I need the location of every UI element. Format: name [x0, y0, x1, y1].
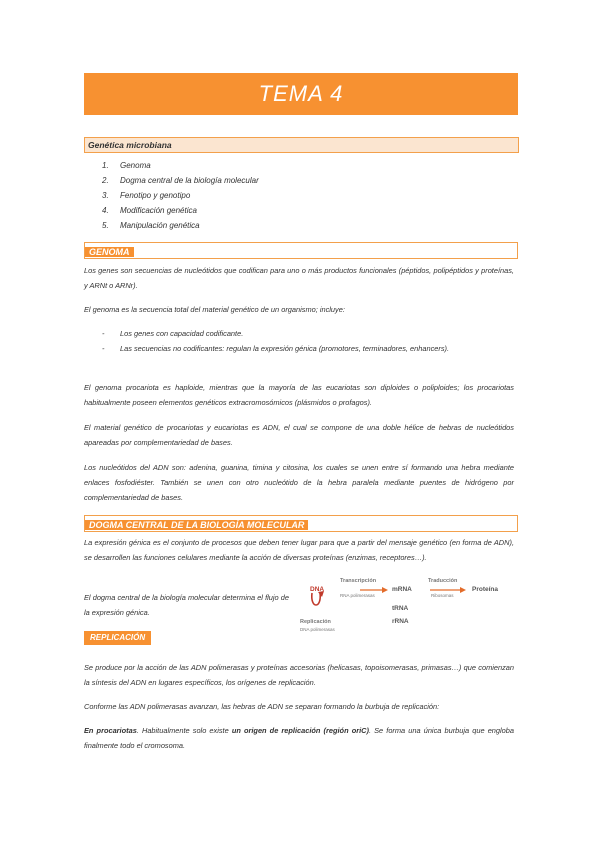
toc-item: 5. Manipulación genética	[102, 221, 200, 230]
central-dogma-diagram	[300, 575, 540, 640]
table-of-contents	[102, 160, 259, 235]
translation-arrowhead	[460, 587, 466, 593]
paragraph: Se produce por la acción de las ADN polimerasas y proteínas accesorias (helicasas, topoisomerasas, primasas…) que comienzan la síntesis del ADN en lugares específicos, los orígenes de replicación.	[84, 663, 514, 687]
section-genoma	[84, 242, 518, 259]
transcription-arrowhead	[382, 587, 388, 593]
section-heading: DOGMA CENTRAL DE LA BIOLOGÍA MOLECULAR	[85, 520, 308, 530]
list-item: - Los genes con capacidad codificante.	[102, 326, 512, 341]
diagram-arrows	[300, 575, 540, 640]
toc-item: 4. Modificación genética	[102, 206, 197, 215]
page-title: TEMA 4	[258, 81, 344, 106]
protein-label: Proteína	[472, 586, 499, 593]
section-heading: GENOMA	[85, 247, 134, 257]
paragraph: En procariotas. Habitualmente solo existe un origen de replicación (región oriC). Se forma una única burbuja que engloba finalmente todo el cromosoma.	[84, 726, 515, 750]
replication-loop	[312, 593, 320, 605]
transcription-label: Transcripción	[340, 578, 377, 584]
subject-heading: Genética microbiana	[84, 137, 519, 153]
paragraph: El dogma central de la biología molecular determina el flujo de la expresión génica.	[84, 593, 289, 617]
trna-label: tRNA	[392, 605, 409, 612]
paragraph: Los nucleótidos del ADN son: adenina, guanina, timina y citosina, los cuales se unen entre sí formando una hebra mediante enlaces fosfodiéster. También se unen con otro nucleótido de la hebra paralela mediante puentes de hidrógeno por complementariedad de bases.	[84, 463, 514, 502]
list-item: - Las secuencias no codificantes: regulan la expresión génica (promotores, terminadores, enhancers).	[102, 341, 512, 356]
toc-item: 2. Dogma central de la biología molecular	[102, 176, 259, 185]
dna-polymerases-label: DNA polimerasas	[300, 627, 335, 632]
paragraph: El genoma procariota es haploide, mientras que la mayoría de las eucariotas son diploides o poliploides; los procariotas habitualmente poseen elementos genéticos extracromosómicos (plásmidos o profagos).	[84, 383, 514, 407]
title-banner	[84, 73, 518, 115]
paragraph: Los genes son secuencias de nucleótidos que codifican para uno o más productos funcionales (péptidos, polipéptidos y proteínas, y ARNt o ARNr).	[84, 266, 514, 290]
bullet-list	[102, 326, 512, 356]
toc-item: 1. Genoma	[102, 161, 151, 170]
paragraph: El genoma es la secuencia total del material genético de un organismo; incluye:	[84, 305, 345, 314]
paragraph: El material genético de procariotas y eucariotas es ADN, el cual se compone de una doble hélice de hebras de nucleótidos apareadas por complementariedad de bases.	[84, 423, 514, 447]
dna-label: DNA	[310, 586, 325, 593]
subsection-replicacion: REPLICACIÓN	[84, 631, 151, 645]
bold-text: En procariotas	[84, 726, 137, 735]
mrna-label: mRNA	[392, 586, 412, 593]
paragraph: La expresión génica es el conjunto de procesos que deben tener lugar para que a partir del mensaje genético (en forma de ADN), se desarrollen las funciones celulares mediante la acción de diversas proteínas (enzimas, receptores…).	[84, 538, 514, 562]
ribosomes-label: Ribosomas	[431, 593, 454, 598]
rna-polymerases-label: RNA polimerasas	[340, 593, 375, 598]
translation-label: Traducción	[428, 578, 458, 584]
bold-text: un origen de replicación (región oriC)	[231, 726, 369, 735]
replication-label: Replicación	[300, 619, 331, 625]
paragraph: Conforme las ADN polimerasas avanzan, las hebras de ADN se separan formando la burbuja de replicación:	[84, 702, 440, 711]
rrna-label: rRNA	[392, 618, 409, 625]
section-dogma	[84, 515, 518, 532]
toc-item: 3. Fenotipo y genotipo	[102, 191, 191, 200]
